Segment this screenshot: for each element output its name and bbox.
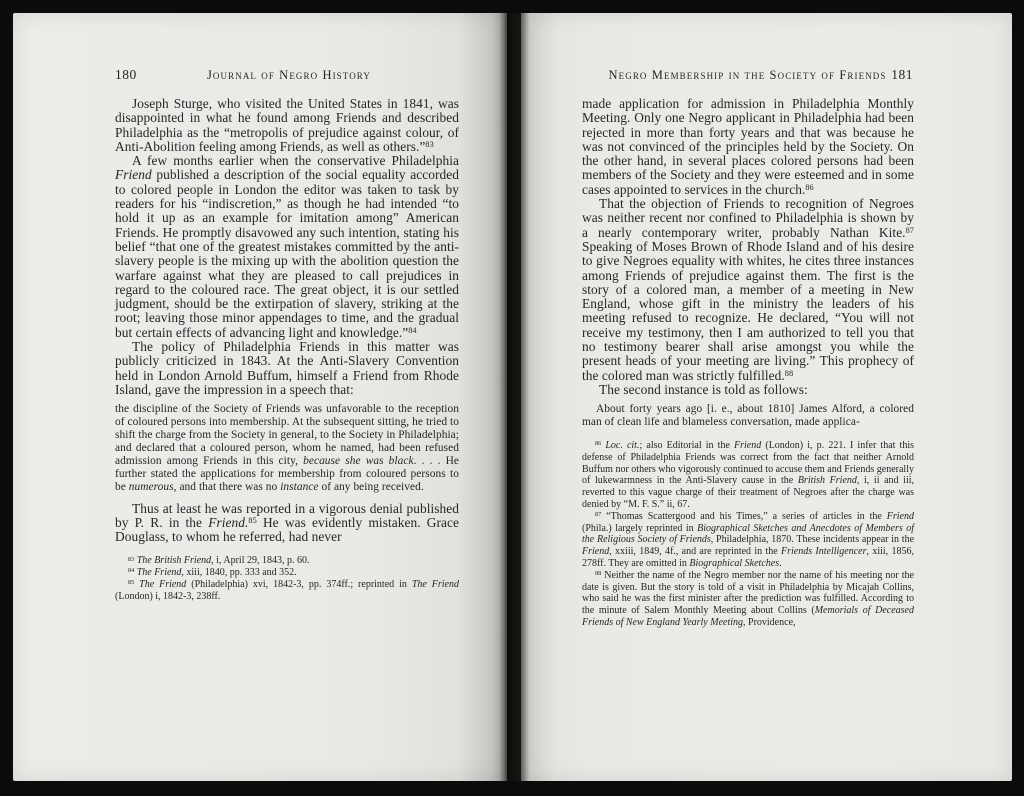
footnote: $^{87}$ “Thomas Scattergood and his Times,” a series of articles in the Friend (Phila.) largely reprinted in Biographical Sketches and Anecdotes of Members of the Religious Society of Friends, Philadelphia, 1870. These incidents appear in the Friend, xxiii, 1849, 4f., and are reprinted in the Friends Intelligencer, xiii, 1856, 278ff. They are omitted in Biographical Sketches.: [582, 510, 915, 570]
page-left-body: [115, 97, 459, 544]
page-left-header: [115, 67, 463, 83]
page-number-right: 181: [891, 67, 913, 82]
paragraph: About forty years ago [i. e., about 1810] James Alford, a colored man of clean life and blameless conversation, made applica-: [582, 403, 914, 429]
paragraph: Joseph Sturge, who visited the United States in 1841, was disappointed in what he found among Friends and described Philadelphia as the “metropolis of prejudice against colour, of Anti-Abolition feeling among Friends, as well as others.”$^{83}$: [115, 96, 459, 154]
paragraph: The second instance is told as follows:: [599, 381, 808, 397]
running-head-left: Journal of Negro History: [206, 68, 372, 82]
running-head-right: Negro Membership in the Society of Friends: [608, 68, 887, 82]
page-right: [521, 13, 1012, 781]
paragraph: Thus at least he was reported in a vigorous denial published by P. R. in the Friend.$^{85}$ He was evidently mistaken. Grace Douglass, to whom he referred, had never: [115, 500, 460, 545]
page-right-body: [582, 97, 914, 429]
paragraph: A few months earlier when the conservative Philadelphia Friend published a description of the social equality accorded to colored people in London the editor was taken to task by readers for his “indiscretion,” as though he had intended “to hold it up as an example for imitation among” American Friends. He promptly disavowed any such intention, stating his belief “that one of the greatest mistakes committed by the anti-slavery people is the mixing up with the abolition question the warfare against what they are pleased to call prejudices in regard to the coloured race. The great object, it is our settled judgment, should be the extirpation of slavery, striking at the root; leaving those minor appendages to time, and the gradual but certain effects of advancing light and knowledge.”$^{84}$: [115, 153, 459, 340]
paragraph: That the objection of Friends to recognition of Negroes was neither recent nor confined to Philadelphia is shown by a nearly contemporary writer, probably Nathan Kite.$^{87}$ Speaking of Moses Brown of Rhode Island and of his desire to give Negroes equality with whites, he cites three instances among Friends of prejudice against them. The first is the story of a colored man, a member of a meeting in New England, whose gift in the ministry the leaders of his meeting refused to recognize. He declared, “You will not receive my testimony, then I am authorized to tell you that no testimony bearer shall arise amongst you while the present heads of your meeting are living.” This prophecy of the colored man was strictly fulfilled.$^{88}$: [582, 196, 914, 383]
book-gutter-shadow: [499, 13, 529, 781]
page-left: [13, 13, 507, 781]
paragraph: the discipline of the Society of Friends was unfavorable to the reception of coloured persons into membership. At the subsequent sitting, he tried to shift the charge from the Society in general, to the Society in Philadelphia; and declared that a coloured person, whom he named, had been refused admission among Friends in this city, because she was black. . . . He further stated the applications for membership from coloured persons to be numerous, and that there was no instance of any being received.: [115, 403, 459, 493]
page-left-text: [115, 97, 459, 603]
paragraph: made application for admission in Philadelphia Monthly Meeting. Only one Negro applicant in Philadelphia had been rejected in more than forty years and that was because he was not convinced of the principles held by the Society. On the other hand, in several places colored persons had been members of the Society and they were esteemed and in some cases appointed to services in the church.$^{86}$: [582, 96, 914, 197]
footnote: $^{83}$ The British Friend, i, April 29, 1843, p. 60.: [128, 555, 310, 567]
page-right-header: [582, 67, 913, 83]
page-left-footnotes: [115, 555, 459, 602]
footnote: $^{84}$ The Friend, xiii, 1840, pp. 333 and 352.: [128, 567, 297, 579]
footnote: $^{88}$ Neither the name of the Negro member nor the name of his meeting nor the date is given. But the story is told of a visit in Philadelphia by Micajah Collins, who said he was the first minister after the prediction was fulfilled. According to the minute of Salem Monthly Meeting about Collins (Memorials of Deceased Friends of New England Yearly Meeting, Providence,: [582, 569, 914, 628]
page-right-text: [582, 97, 914, 629]
page-number-left: 180: [115, 67, 137, 82]
footnote: $^{85}$ The Friend (Philadelphia) xvi, 1842-3, pp. 374ff.; reprinted in The Friend (London) i, 1842-3, 238ff.: [115, 579, 459, 602]
page-right-footnotes: [582, 440, 914, 629]
paragraph: The policy of Philadelphia Friends in this matter was publicly criticized in 1843. At the Anti-Slavery Convention held in London Arnold Buffum, himself a Friend from Rhode Island, gave the impression in a speech that:: [115, 339, 459, 397]
footnote: $^{86}$ Loc. cit.; also Editorial in the Friend (London) i, p. 221. I infer that this defense of Philadelphia Friends was correct from the fact that neither Arnold Buffum nor others who vigorously continued to accuse them and Friends generally of lukewarmness in the Anti-Slavery cause in the British Friend, i, ii and iii, reverted to this vague charge of their treatment of Negroes after the charge was denied by “M. F. S.” ii, 67.: [582, 440, 915, 511]
